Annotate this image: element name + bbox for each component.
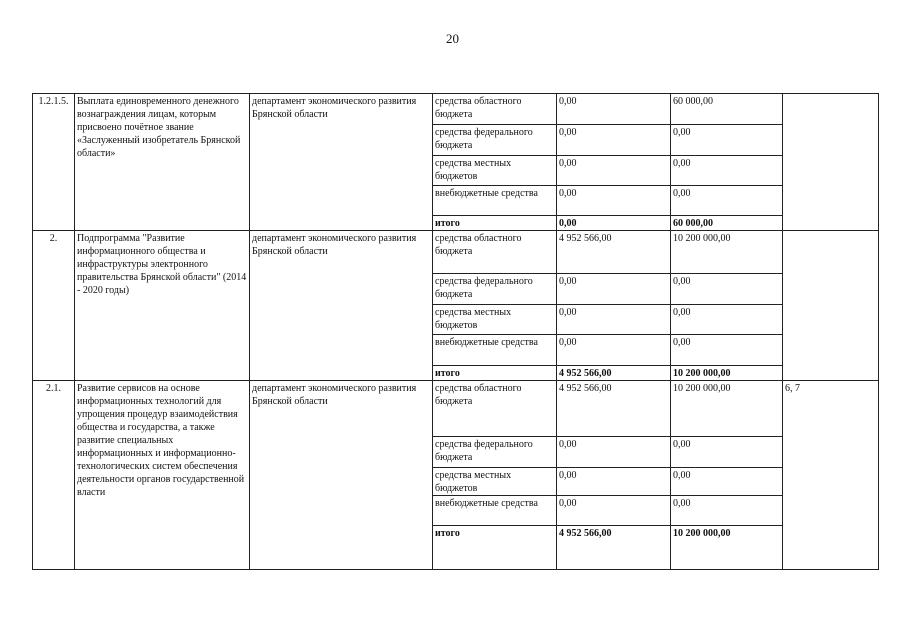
item-name: Выплата единовременного денежного вознаграждения лицам, которым присвоено почётное звание «Заслуженный изобретатель Брянской области» bbox=[75, 94, 250, 231]
value-cell: 0,00 bbox=[557, 305, 671, 335]
value-cell: 4 952 566,00 bbox=[557, 231, 671, 274]
value-cell: 0,00 bbox=[557, 335, 671, 366]
value-cell: 0,00 bbox=[557, 468, 671, 496]
value-cell: 0,00 bbox=[671, 305, 783, 335]
value-cell: 0,00 bbox=[671, 156, 783, 186]
funding-source: средства местных бюджетов bbox=[433, 156, 557, 186]
funding-source: средства областного бюджета bbox=[433, 381, 557, 437]
value-cell: 0,00 bbox=[557, 496, 671, 526]
value-cell: 60 000,00 bbox=[671, 94, 783, 125]
budget-table bbox=[32, 93, 879, 570]
funding-source: средства федерального бюджета bbox=[433, 274, 557, 305]
value-cell: 0,00 bbox=[557, 156, 671, 186]
value-cell: 10 200 000,00 bbox=[671, 231, 783, 274]
funding-source: внебюджетные средства bbox=[433, 496, 557, 526]
funding-source: средства областного бюджета bbox=[433, 94, 557, 125]
table-row bbox=[33, 381, 879, 437]
value-cell: 10 200 000,00 bbox=[671, 381, 783, 437]
table-row bbox=[33, 231, 879, 274]
total-value: 0,00 bbox=[557, 216, 671, 231]
value-cell: 0,00 bbox=[557, 437, 671, 468]
funding-source: внебюджетные средства bbox=[433, 335, 557, 366]
indicator-cell bbox=[783, 231, 879, 381]
total-value: 60 000,00 bbox=[671, 216, 783, 231]
item-name: Развитие сервисов на основе информационных технологий для упрощения процедур взаимодействия общества и государства, а также развитие специальных информационных и информационно-технологических систем обеспечения деятельности органов государственной власти bbox=[75, 381, 250, 570]
total-label: итого bbox=[433, 526, 557, 570]
item-number: 1.2.1.5. bbox=[33, 94, 75, 231]
page-number: 20 bbox=[446, 31, 459, 46]
item-executor: департамент экономического развития Брянской области bbox=[250, 94, 433, 231]
item-number: 2. bbox=[33, 231, 75, 381]
item-executor: департамент экономического развития Брянской области bbox=[250, 231, 433, 381]
item-number: 2.1. bbox=[33, 381, 75, 570]
value-cell: 0,00 bbox=[557, 274, 671, 305]
total-value: 4 952 566,00 bbox=[557, 526, 671, 570]
value-cell: 0,00 bbox=[671, 496, 783, 526]
item-name: Подпрограмма "Развитие информационного общества и инфраструктуры электронного правительства Брянской области" (2014 - 2020 годы) bbox=[75, 231, 250, 381]
table-row bbox=[33, 94, 879, 125]
indicator-cell: 6, 7 bbox=[783, 381, 879, 570]
funding-source: средства федерального бюджета bbox=[433, 437, 557, 468]
total-label: итого bbox=[433, 216, 557, 231]
value-cell: 0,00 bbox=[557, 186, 671, 216]
value-cell: 0,00 bbox=[671, 274, 783, 305]
value-cell: 0,00 bbox=[671, 335, 783, 366]
value-cell: 0,00 bbox=[557, 125, 671, 156]
value-cell: 0,00 bbox=[671, 125, 783, 156]
item-executor: департамент экономического развития Брянской области bbox=[250, 381, 433, 570]
funding-source: средства местных бюджетов bbox=[433, 468, 557, 496]
funding-source: средства местных бюджетов bbox=[433, 305, 557, 335]
indicator-cell bbox=[783, 94, 879, 231]
total-value: 10 200 000,00 bbox=[671, 526, 783, 570]
total-label: итого bbox=[433, 366, 557, 381]
value-cell: 4 952 566,00 bbox=[557, 381, 671, 437]
total-value: 10 200 000,00 bbox=[671, 366, 783, 381]
value-cell: 0,00 bbox=[557, 94, 671, 125]
value-cell: 0,00 bbox=[671, 468, 783, 496]
funding-source: средства федерального бюджета bbox=[433, 125, 557, 156]
value-cell: 0,00 bbox=[671, 437, 783, 468]
value-cell: 0,00 bbox=[671, 186, 783, 216]
funding-source: внебюджетные средства bbox=[433, 186, 557, 216]
total-value: 4 952 566,00 bbox=[557, 366, 671, 381]
funding-source: средства областного бюджета bbox=[433, 231, 557, 274]
